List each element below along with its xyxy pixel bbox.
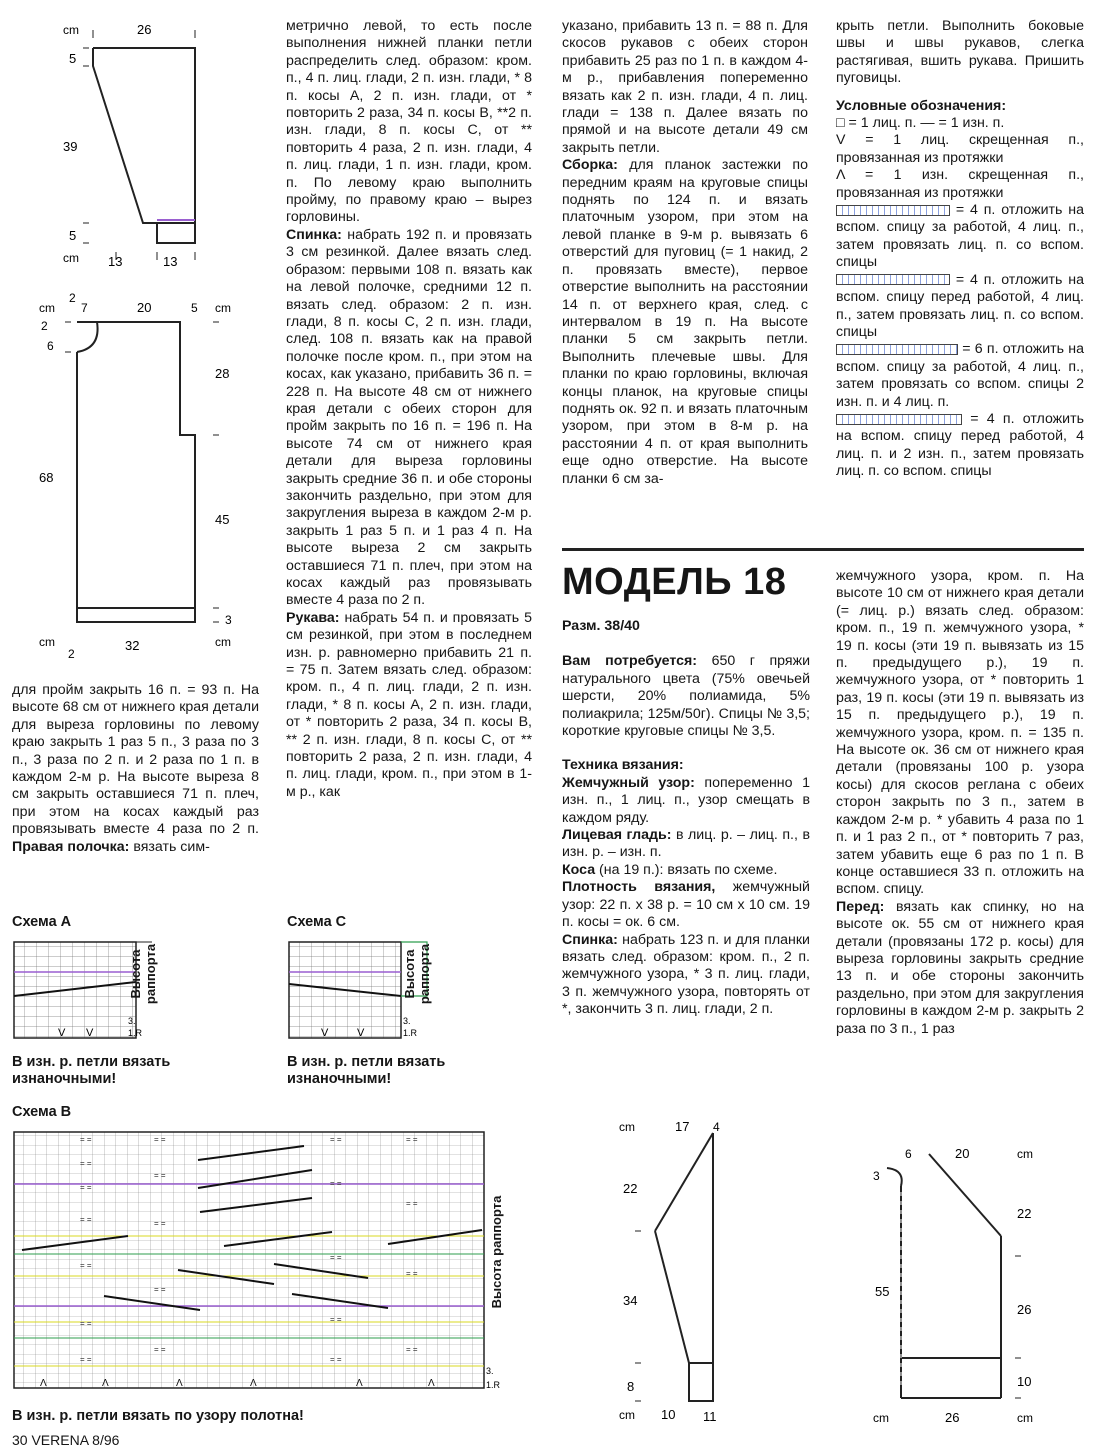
dim-l2: 6 <box>47 339 54 353</box>
legend-item-cable-4: = 4 п. отложить на вспом. спицу перед работой, 4 лиц. п. и 2 изн. п., затем провязать лиц. п. со вспом. спицы <box>836 410 1084 480</box>
legend-item-cable-2: = 4 п. отложить на вспом. спицу перед работой, 4 лиц. п., затем провязать лиц. п. со вспом. спицы <box>836 271 1085 340</box>
dim-b1: 13 <box>108 254 123 269</box>
dim-b2: 11 <box>703 1409 717 1424</box>
dim-h1: 5 <box>69 51 77 66</box>
back-18-continued: жемчужного узора, кром. п. На высоте 10 см от нижнего края детали (= лиц. р.) вязать след. образом: кром. п., 19 п. жемчужного узора, * 19 п. косы (эти 19 п. вывязать из 15 п. предыдущего р.), 19 п. жемчужного узора, от * повторить 1 раз, 19 п. косы (эти 19 п. вывязать из 15 п. предыдущего р.), 19 п. жемчужного узора, кром. п. = 135 п. На высоте ок. 36 см от нижнего края детали (провязаны 100 р. узора косы) для скосов реглана с обеих сторон закрыть по 3 п., затем в каждом 2-м р. * убавить 4 раза по 1 п. и 1 раз 2 п., от * повторить 7 раз, затем убавить еще 6 раз по 1 п. В конце оставшиеся 33 п. отложить на вспом. спицу. <box>836 568 1084 898</box>
stockinette-text: в лиц. р. – лиц. п., в изн. р. – изн. п. <box>562 827 810 861</box>
svg-text:V: V <box>321 1027 329 1039</box>
model-18-column-2 <box>836 568 1084 1038</box>
schema-c-title: Схема C <box>287 914 347 930</box>
dim-l2: 34 <box>623 1293 638 1308</box>
note-schema-c: В изн. р. петли вязать изнаночными! <box>287 1054 446 1087</box>
schema-a-title: Схема A <box>12 914 72 930</box>
rapport-label-a: Высота раппорта <box>128 943 158 1005</box>
svg-text:= =: = = <box>80 1261 92 1270</box>
cable-symbol-icon <box>836 414 962 425</box>
text-column-1 <box>12 682 259 856</box>
cable-symbol-icon <box>836 205 950 216</box>
dim-cm-br: cm <box>215 635 231 649</box>
svg-text:V: V <box>58 1027 66 1039</box>
front-18-text: вязать как спинку, но на высоте ок. 55 см от нижнего края детали (провязаны 172 р. косы) для выреза горловины закрыть средние 13 п. и обе стороны закончить раздельно, при этом для закругления горловины в каждом 2-м р. закрыть 2 раза по 3 п., 1 раз <box>836 898 1084 1037</box>
gauge-text: жемчужный узор: 22 п. x 38 р. = 10 см x 10 см. 19 п. косы = ок. 6 см. <box>562 879 810 931</box>
assembly-label: Сборка: <box>562 157 618 174</box>
dim-b1: 26 <box>945 1410 960 1425</box>
dim-b2: 13 <box>163 254 178 269</box>
dim-t1: 6 <box>905 1147 912 1161</box>
row-1-label: 1.R <box>128 1028 143 1038</box>
model-title: МОДЕЛЬ 18 <box>562 561 787 603</box>
back-label: Спинка: <box>286 226 342 243</box>
dim-l1: 2 <box>41 319 48 333</box>
dim-r2: 26 <box>1017 1302 1032 1317</box>
dim-t3: 20 <box>137 300 152 315</box>
pearl-text: попеременно 1 изн. п., 1 лиц. п., узор смещать в каждом ряду. <box>562 774 810 826</box>
pearl-label: Жемчужный узор: <box>562 774 695 791</box>
sleeve-text: набрать 54 п. и провязать 5 см резинкой, при этом в последнем изн. р. равномерно прибавить 21 п. = 75 п. Затем вязать след. образом: кром. п., 4 п. лиц. глади, 2 п. изн. глади, * 8 п. косы А, 2 п. изн. глади, от * повторить 2 раза, 34 п. косы В, ** 2 п. изн. глади, 8 п. косы С, от ** повторить 2 раза, 2 п. изн. глади, 4 п. лиц. глади, кром. п., при этом в 1-м р., как <box>286 609 532 800</box>
svg-text:= =: = = <box>406 1345 418 1354</box>
row-3-label: 3. <box>403 1016 411 1026</box>
row-1-label: 1.R <box>403 1028 418 1038</box>
pattern-diagram-raglan <box>865 1140 1065 1430</box>
svg-text:= =: = = <box>80 1319 92 1328</box>
svg-text:= =: = = <box>80 1135 92 1144</box>
dim-cm-right: cm <box>215 301 231 315</box>
dim-l3: 68 <box>39 470 54 485</box>
dim-cm-bottom: cm <box>63 251 79 265</box>
svg-text:= =: = = <box>80 1183 92 1192</box>
dim-cm-top: cm <box>619 1120 635 1134</box>
svg-text:Λ: Λ <box>250 1378 257 1389</box>
sleeve-continued: указано, прибавить 13 п. = 88 п. Для скосов рукавов с обеих сторон прибавить 25 раз по 1 п. в каждом 4-м р., прибавления попеременно вязать как 2 п. изн. глади, 4 п. лиц. глади = 138 п. Далее вязать по прямой и на высоте детали 49 см закрыть петли. <box>562 18 808 156</box>
dim-t1: 2 <box>69 291 76 305</box>
text-column-3 <box>562 18 808 488</box>
svg-text:Λ: Λ <box>356 1378 363 1389</box>
page-footer: 30 VERENA 8/96 <box>12 1432 120 1448</box>
dim-cm-bl: cm <box>873 1411 889 1425</box>
cable-text: (на 19 п.): вязать по схеме. <box>599 861 778 878</box>
dim-h2: 39 <box>63 139 78 154</box>
dim-r1: 28 <box>215 366 230 381</box>
dim-l1: 22 <box>623 1181 638 1196</box>
svg-text:= =: = = <box>154 1219 166 1228</box>
dim-l1: 3 <box>873 1169 880 1183</box>
row-1-label: 1.R <box>486 1380 501 1390</box>
need-text: 650 г пряжи натурального цвета (75% овечьей шерсти, 20% полиамида, 5% полиакрила; 125м/50г). Спицы № 3,5; короткие круговые спицы № 3,5. <box>562 653 810 740</box>
note-schema-b: В изн. р. петли вязать по узору полотна! <box>12 1408 304 1424</box>
dim-cm-bottom: cm <box>619 1408 635 1422</box>
sleeve-label: Рукава: <box>286 609 340 626</box>
back-text: набрать 192 п. и провязать 3 см резинкой. Далее вязать след. образом: первыми 108 п. вязать как на левой полочке, средними 12 п. вязать след. образом: 2 п. изн. глади, 8 п. косы С, 2 п. изн. глади, след. 108 п. вязать как на правой полочке после кром. п., при этом на косах, как указано, прибавить 36 п. = 228 п. На высоте 48 см от нижнего края детали с обеих сторон для пройм закрыть по 16 п. = 196 п. На высоте 74 см от нижнего края детали для выреза горловины закрыть средние 36 п. и обе стороны закончить раздельно, при этом для закругления выреза в каждом 2-м р. закрыть 1 раз 5 п. и 1 раз 4 п. На высоте выреза 2 см закрыть оставшиеся 71 п. плеч, при этом на косах каждый раз провязывать вместе 4 раза по 2 п. <box>286 226 532 609</box>
svg-text:V: V <box>86 1027 94 1039</box>
size-line: Разм. 38/40 <box>562 618 640 634</box>
front-18-label: Перед: <box>836 898 885 915</box>
dim-t2: 7 <box>81 301 88 315</box>
svg-text:V: V <box>357 1027 365 1039</box>
svg-text:Λ: Λ <box>176 1378 183 1389</box>
svg-text:= =: = = <box>330 1135 342 1144</box>
svg-text:Λ: Λ <box>428 1378 435 1389</box>
dim-b1: 10 <box>661 1407 676 1422</box>
gauge-label: Плотность вязания, <box>562 879 716 896</box>
svg-text:= =: = = <box>330 1179 342 1188</box>
svg-text:= =: = = <box>406 1269 418 1278</box>
back-18-label: Спинка: <box>562 931 618 948</box>
dim-r2: 45 <box>215 512 230 527</box>
assembly-text: для планок застежки по передним краям на круговые спицы поднять по 124 п. и вязать платочным узором, при этом на левой планке в 9-м р. вывязать 6 отверстий для пуговиц (= 1 накид, 2 п. провязать вместе), первое отверстие выполнить на расстоянии 14 п. от верхнего края, след. с интервалом в 19 п. На высоте планки 5 см закрыть петли. Выполнить плечевые швы. Для планки по краю горловины, включая концы планок, на круговые спицы поднять ок. 92 п. и вязать платочным узором, при этом в 8-м р. на расстоянии 4 п. от края выполнить еще одно отверстие. На высоте планки 6 см за- <box>562 157 808 487</box>
dim-b1: 2 <box>68 647 75 660</box>
svg-text:Λ: Λ <box>102 1378 109 1389</box>
dim-cm-top: cm <box>39 301 55 315</box>
dim-r3: 3 <box>225 613 232 627</box>
finishing-text: крыть петли. Выполнить боковые швы и швы рукавов, слегка растягивая, вшить рукава. Пришить пуговицы. <box>836 18 1084 87</box>
dim-l2: 55 <box>875 1284 890 1299</box>
dim-width: 26 <box>137 22 152 37</box>
svg-text:Λ: Λ <box>40 1378 47 1389</box>
row-3-label: 3. <box>486 1366 494 1376</box>
svg-text:= =: = = <box>80 1159 92 1168</box>
pattern-diagram-sleeve <box>615 1115 755 1430</box>
dim-cm-top: cm <box>1017 1147 1033 1161</box>
text-column-4 <box>836 18 1084 481</box>
need-label: Вам потребуется: <box>562 653 698 670</box>
cable-symbol-icon <box>836 344 958 355</box>
legend-item-cable-1: = 4 п. отложить на вспом. спицу за работой, 4 лиц. п., затем провязать лиц. п. со вспом. спицы <box>836 202 1085 271</box>
dim-t4: 5 <box>191 301 198 315</box>
schema-b-title: Схема B <box>12 1104 72 1120</box>
legend-item-knit-purl: □ = 1 лиц. п. — = 1 изн. п. <box>836 115 1005 132</box>
rapport-label-b: Высота раппорта <box>489 1195 504 1309</box>
svg-text:= =: = = <box>80 1215 92 1224</box>
dim-cm: cm <box>63 23 79 37</box>
svg-text:= =: = = <box>154 1171 166 1180</box>
svg-text:= =: = = <box>330 1355 342 1364</box>
stockinette-label: Лицевая гладь: <box>562 827 672 844</box>
dim-h3: 5 <box>69 228 77 243</box>
svg-text:= =: = = <box>406 1199 418 1208</box>
svg-text:= =: = = <box>406 1135 418 1144</box>
cable-label: Коса <box>562 861 596 878</box>
right-front-text: вязать сим- <box>133 838 210 855</box>
section-divider <box>562 548 1084 551</box>
dim-l3: 8 <box>627 1379 635 1394</box>
front-left-continued: для пройм закрыть 16 п. = 93 п. На высоте 68 см от нижнего края детали для выреза горловины по левому краю закрыть 1 раз 5 п., 3 раза по 3 п., 3 раза по 2 п. и 2 раза по 1 п. в каждом 2-м р. На высоте выреза 8 см закрыть оставшиеся 71 п. плеч, при этом на косах каждый раз провязывать вместе 4 раза по 2 п. <box>12 682 259 838</box>
svg-text:= =: = = <box>330 1315 342 1324</box>
row-3-label: 3. <box>128 1016 136 1026</box>
dim-t1: 17 <box>675 1119 690 1134</box>
dim-cm-br: cm <box>1017 1411 1033 1425</box>
dim-b2: 32 <box>125 638 140 653</box>
note-schema-a: В изн. р. петли вязать изнаночными! <box>12 1054 171 1087</box>
dim-r1: 22 <box>1017 1206 1032 1221</box>
back-18-text: набрать 123 п. и для планки вязать след. образом: кром. п., 2 п. жемчужного узора, * 3 п. лиц. глади, 3 п. жемчужного узора, повторять от *, закончить 3 п. лиц. глади, 2 п. <box>562 931 810 1018</box>
cable-symbol-icon <box>836 274 950 285</box>
legend-title: Условные обозначения: <box>836 97 1007 114</box>
left-front-continued: метрично левой, то есть после выполнения нижней планки петли распределить след. образом: кром. п., 4 п. лиц. глади, 2 п. изн. глади, * 8 п. косы А, 2 п. изн. глади, от * повторить 2 раза, 34 п. косы В, **2 п. изн. глади, 8 п. косы С, от ** повторить 4 раза, 2 п. изн. глади, 4 п. лиц. глади, 1 п. изн. глади, кром. п. По левому краю выполнить пройму, по правому краю – вырез горловины. <box>286 18 532 226</box>
svg-text:= =: = = <box>154 1135 166 1144</box>
dim-t2: 20 <box>955 1146 970 1161</box>
svg-text:= =: = = <box>154 1285 166 1294</box>
dim-cm-bl: cm <box>39 635 55 649</box>
dim-t2: 4 <box>713 1120 720 1134</box>
right-front-label: Правая полочка: <box>12 838 130 855</box>
chart-schema-b <box>12 1126 512 1396</box>
technique-title: Техника вязания: <box>562 757 684 774</box>
dim-r3: 10 <box>1017 1374 1032 1389</box>
legend-item-cable-3: = 6 п. отложить на вспом. спицу за работой, 4 лиц. п., затем провязать со вспом. спицы 2 изн. п. и 4 лиц. п. <box>836 341 1084 410</box>
legend-item-lambda: Λ = 1 изн. скрещенная п., провязанная из протяжки <box>836 167 1084 201</box>
svg-text:= =: = = <box>80 1355 92 1364</box>
text-column-2 <box>286 18 532 801</box>
pattern-diagram-front <box>55 18 275 278</box>
rapport-label-c: Высота раппорта <box>402 943 432 1005</box>
pattern-diagram-back <box>35 290 265 660</box>
svg-text:= =: = = <box>330 1253 342 1262</box>
legend-item-v: V = 1 лиц. скрещенная п., провязанная из протяжки <box>836 132 1084 166</box>
svg-text:= =: = = <box>154 1345 166 1354</box>
model-18-column-1 <box>562 618 810 1019</box>
